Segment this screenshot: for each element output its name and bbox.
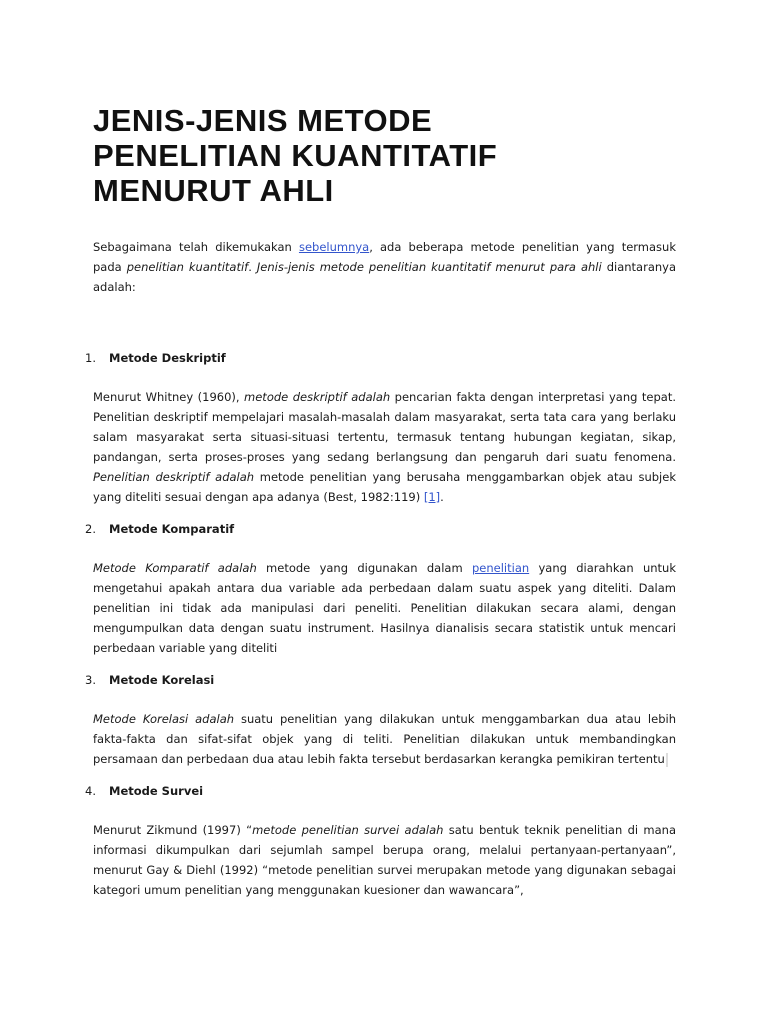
section-paragraph-deskriptif: Menurut Whitney (1960), metode deskriptif adalah pencarian fakta dengan interpretasi yang tepat. Penelitian deskriptif mempelajari masalah-masalah dalam masyarakat, serta tata cara yang berlaku salam masyarakat serta situasi-situasi tertentu, termasuk tentang hubungan kegiatan, sikap, pandangan, serta proses-proses yang sedang berlangsung dan pengaruh dari suatu fenomena. Penelitian deskriptif adalah metode penelitian yang berusaha menggambarkan objek atau subjek yang diteliti sesuai dengan apa adanya (Best, 1982:119) [1]. [93, 390, 677, 504]
section-number: 2. [85, 522, 96, 536]
title-line: JENIS-JENIS METODE [93, 103, 433, 138]
document-page [85, 103, 677, 900]
section-title: Metode Survei [109, 784, 204, 798]
section-number: 1. [85, 351, 96, 365]
text-cursor [666, 753, 668, 767]
section-number: 3. [85, 673, 96, 687]
section-title: Metode Korelasi [109, 673, 215, 687]
section-title: Metode Deskriptif [109, 351, 226, 365]
title-line: PENELITIAN KUANTITATIF [93, 138, 498, 173]
section-heading-deskriptif [85, 348, 676, 368]
reference-link[interactable]: [1] [423, 490, 441, 504]
section-heading-komparatif [85, 519, 676, 539]
title-line: MENURUT AHLI [93, 173, 334, 208]
section-paragraph-korelasi: Metode Korelasi adalah suatu penelitian yang dilakukan untuk menggambarkan dua atau lebih fakta-fakta dan sifat-sifat objek yang di teliti. Penelitian dilakukan untuk membandingkan persamaan dan perbedaan dua atau lebih fakta tersebut berdasarkan kerangka pemikiran tertentu [93, 712, 676, 766]
section-heading-korelasi [85, 670, 676, 690]
page-title [93, 103, 676, 208]
sebelumnya-link[interactable]: sebelumnya [298, 240, 370, 254]
intro-paragraph: Sebagaimana telah dikemukakan sebelumnya, ada beberapa metode penelitian yang termasuk pada penelitian kuantitatif. Jenis-jenis metode penelitian kuantitatif menurut para ahli diantaranya adalah: [93, 240, 677, 294]
penelitian-link[interactable]: penelitian [471, 561, 530, 575]
section-paragraph-survei: Menurut Zikmund (1997) “metode penelitian survei adalah satu bentuk teknik penelitian di mana informasi dikumpulkan dari sejumlah sampel berupa orang, melalui pertanyaan-pertanyaan”, menurut Gay & Diehl (1992) “metode penelitian survei merupakan metode yang digunakan sebagai kategori umum penelitian yang menggunakan kuesioner dan wawancara”, [93, 823, 677, 897]
section-paragraph-komparatif: Metode Komparatif adalah metode yang digunakan dalam penelitian yang diarahkan untuk mengetahui apakah antara dua variable ada perbedaan dalam suatu aspek yang diteliti. Dalam penelitian ini tidak ada manipulasi dari peneliti. Penelitian dilakukan secara alami, dengan mengumpulkan data dengan suatu instrument. Hasilnya dianalisis secara statistik untuk mencari perbedaan variable yang diteliti [93, 561, 676, 655]
section-number: 4. [85, 784, 96, 798]
section-heading-survei [85, 781, 676, 801]
section-title: Metode Komparatif [109, 522, 235, 536]
